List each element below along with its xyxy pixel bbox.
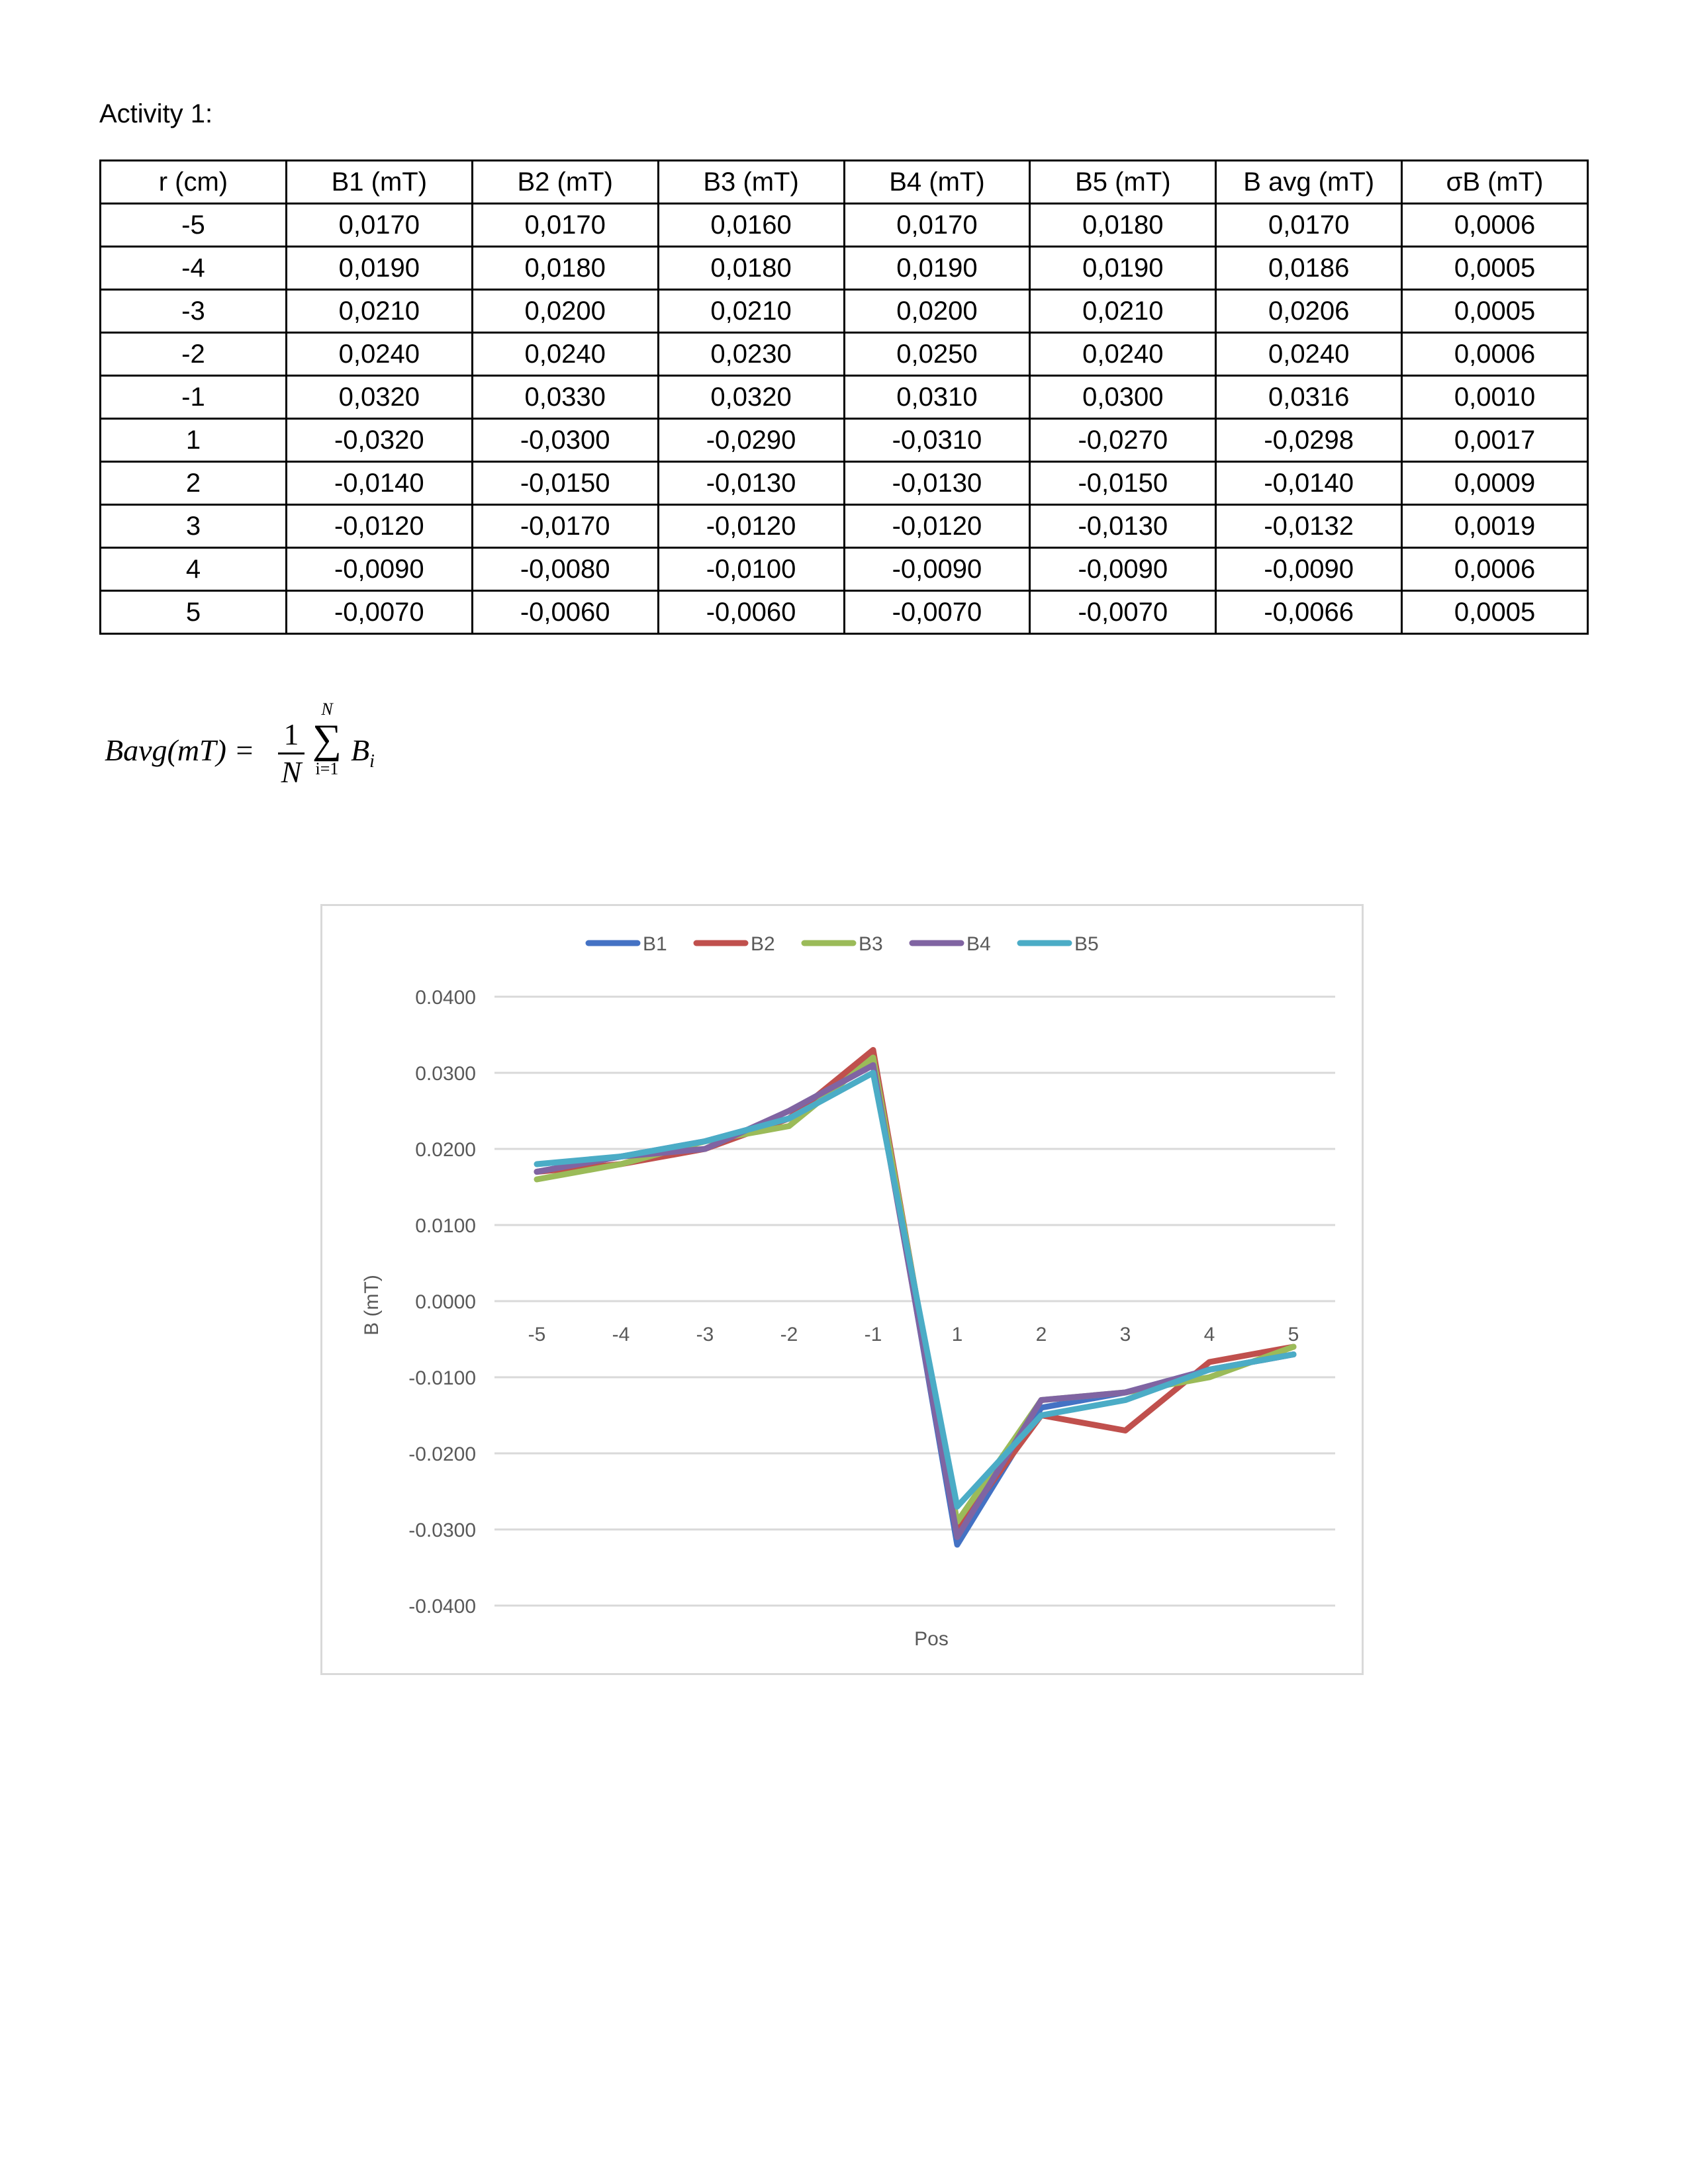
table-cell: -0,0120: [844, 505, 1030, 548]
table-cell: -0,0060: [658, 591, 844, 634]
chart-canvas: [322, 906, 1362, 1673]
y-tick-label: -0.0100: [408, 1367, 476, 1389]
table-cell: 0,0019: [1402, 505, 1588, 548]
table-cell: -0,0140: [286, 462, 472, 505]
table-cell: -0,0132: [1216, 505, 1402, 548]
table-cell: 0,0006: [1402, 548, 1588, 591]
table-cell: -0,0070: [1030, 591, 1216, 634]
table-cell: 1: [101, 419, 287, 462]
table-cell: -0,0130: [658, 462, 844, 505]
table-cell: -1: [101, 376, 287, 419]
table-cell: 0,0240: [286, 333, 472, 376]
table-cell: -0,0290: [658, 419, 844, 462]
table-cell: 0,0210: [1030, 290, 1216, 333]
table-cell: -0,0310: [844, 419, 1030, 462]
table-cell: -0,0120: [658, 505, 844, 548]
table-cell: 0,0320: [658, 376, 844, 419]
y-tick-label: 0.0400: [415, 987, 476, 1009]
y-tick-label: -0.0400: [408, 1596, 476, 1617]
series-line-b5: [537, 1073, 1293, 1507]
legend-label-b3: B3: [859, 933, 883, 955]
table-row: [101, 548, 1588, 591]
table-cell: -0,0140: [1216, 462, 1402, 505]
header-b5: B5 (mT): [1030, 161, 1216, 204]
y-tick-label: 0.0300: [415, 1063, 476, 1085]
table-row: [101, 591, 1588, 634]
table-cell: -0,0060: [472, 591, 658, 634]
x-tick-label: 3: [1119, 1324, 1131, 1345]
table-cell: 0,0200: [844, 290, 1030, 333]
table-cell: -0,0090: [1216, 548, 1402, 591]
table-cell: -0,0080: [472, 548, 658, 591]
header-b3: B3 (mT): [658, 161, 844, 204]
table-cell: -5: [101, 204, 287, 247]
table-row: [101, 290, 1588, 333]
term-subscript: i: [369, 751, 375, 772]
header-sigma: σB (mT): [1402, 161, 1588, 204]
y-axis-title: B (mT): [361, 1275, 383, 1336]
table-cell: 0,0300: [1030, 376, 1216, 419]
y-tick-label: 0.0000: [415, 1291, 476, 1313]
fraction-bar: [278, 752, 305, 754]
table-cell: 0,0330: [472, 376, 658, 419]
table-cell: -0,0130: [844, 462, 1030, 505]
table-cell: -0,0066: [1216, 591, 1402, 634]
table-row: [101, 376, 1588, 419]
table-cell: 0,0170: [472, 204, 658, 247]
formula-term: [351, 733, 375, 772]
table-cell: -4: [101, 247, 287, 290]
table-cell: -0,0120: [286, 505, 472, 548]
table-cell: 0,0160: [658, 204, 844, 247]
sum-upper-limit: N: [321, 700, 333, 719]
x-tick-label: -1: [864, 1324, 882, 1345]
table-cell: 0,0186: [1216, 247, 1402, 290]
y-tick-label: -0.0300: [408, 1520, 476, 1541]
table-cell: 0,0200: [472, 290, 658, 333]
sigma-symbol: ∑: [312, 717, 342, 762]
table-cell: 0,0240: [1216, 333, 1402, 376]
y-tick-label: 0.0200: [415, 1139, 476, 1161]
table-cell: -0,0090: [286, 548, 472, 591]
table-cell: 0,0180: [658, 247, 844, 290]
table-cell: 0,0240: [472, 333, 658, 376]
table-cell: 0,0250: [844, 333, 1030, 376]
table-cell: -0,0150: [1030, 462, 1216, 505]
x-tick-label: 5: [1288, 1324, 1299, 1345]
x-tick-label: -2: [780, 1324, 798, 1345]
table-cell: 0,0006: [1402, 333, 1588, 376]
table-cell: -0,0070: [286, 591, 472, 634]
table-cell: 0,0320: [286, 376, 472, 419]
measurement-table: [99, 159, 1589, 635]
table-cell: 0,0170: [844, 204, 1030, 247]
legend-label-b2: B2: [751, 933, 775, 955]
table-cell: 0,0009: [1402, 462, 1588, 505]
table-row: [101, 247, 1588, 290]
table-cell: -0,0150: [472, 462, 658, 505]
table-cell: 0,0005: [1402, 591, 1588, 634]
table-cell: 0,0230: [658, 333, 844, 376]
x-tick-label: -4: [612, 1324, 630, 1345]
x-tick-label: -5: [528, 1324, 546, 1345]
formula-fraction: [278, 718, 305, 789]
formula-summation: [307, 700, 347, 779]
activity-heading: Activity 1:: [99, 99, 213, 128]
legend-label-b1: B1: [643, 933, 667, 955]
table-cell: -2: [101, 333, 287, 376]
table-cell: 0,0170: [286, 204, 472, 247]
table-cell: 3: [101, 505, 287, 548]
table-cell: 0,0005: [1402, 290, 1588, 333]
table-cell: 2: [101, 462, 287, 505]
formula-denominator: N: [281, 755, 302, 789]
table-cell: 5: [101, 591, 287, 634]
table-cell: -0,0090: [1030, 548, 1216, 591]
legend-label-b4: B4: [966, 933, 991, 955]
table-cell: 0,0310: [844, 376, 1030, 419]
header-bavg: B avg (mT): [1216, 161, 1402, 204]
table-cell: 0,0210: [658, 290, 844, 333]
term-symbol: B: [351, 733, 370, 767]
table-cell: -0,0090: [844, 548, 1030, 591]
x-tick-label: -3: [696, 1324, 714, 1345]
table-cell: 0,0180: [472, 247, 658, 290]
table-row: [101, 333, 1588, 376]
x-axis-title: Pos: [914, 1628, 949, 1650]
header-b4: B4 (mT): [844, 161, 1030, 204]
table-cell: 0,0017: [1402, 419, 1588, 462]
table-cell: 0,0170: [1216, 204, 1402, 247]
table-row: [101, 204, 1588, 247]
table-cell: 0,0206: [1216, 290, 1402, 333]
formula-numerator: 1: [283, 717, 299, 751]
line-chart: [320, 904, 1364, 1675]
table-cell: 0,0006: [1402, 204, 1588, 247]
table-cell: 0,0240: [1030, 333, 1216, 376]
x-tick-label: 4: [1203, 1324, 1215, 1345]
table-cell: -0,0130: [1030, 505, 1216, 548]
y-tick-label: -0.0200: [408, 1443, 476, 1465]
table-cell: 0,0316: [1216, 376, 1402, 419]
table-cell: -0,0320: [286, 419, 472, 462]
table-cell: 0,0005: [1402, 247, 1588, 290]
table-cell: -0,0300: [472, 419, 658, 462]
y-tick-label: 0.0100: [415, 1215, 476, 1237]
table-cell: 0,0190: [1030, 247, 1216, 290]
legend-label-b5: B5: [1074, 933, 1099, 955]
table-cell: -0,0270: [1030, 419, 1216, 462]
table-cell: -0,0070: [844, 591, 1030, 634]
table-cell: 0,0180: [1030, 204, 1216, 247]
table-cell: 0,0190: [844, 247, 1030, 290]
x-tick-label: 1: [951, 1324, 963, 1345]
header-b1: B1 (mT): [286, 161, 472, 204]
x-tick-label: 2: [1035, 1324, 1047, 1345]
formula-lhs: Bavg(mT) =: [105, 733, 255, 767]
table-cell: -0,0298: [1216, 419, 1402, 462]
header-b2: B2 (mT): [472, 161, 658, 204]
table-row: [101, 505, 1588, 548]
table-cell: -0,0170: [472, 505, 658, 548]
table-cell: -3: [101, 290, 287, 333]
table-cell: 4: [101, 548, 287, 591]
table-cell: 0,0190: [286, 247, 472, 290]
table-cell: -0,0100: [658, 548, 844, 591]
table-row: [101, 462, 1588, 505]
header-r: r (cm): [101, 161, 287, 204]
sum-lower-limit: i=1: [315, 759, 339, 778]
table-row: [101, 419, 1588, 462]
table-header-row: [101, 161, 1588, 204]
table-cell: 0,0010: [1402, 376, 1588, 419]
table-cell: 0,0210: [286, 290, 472, 333]
